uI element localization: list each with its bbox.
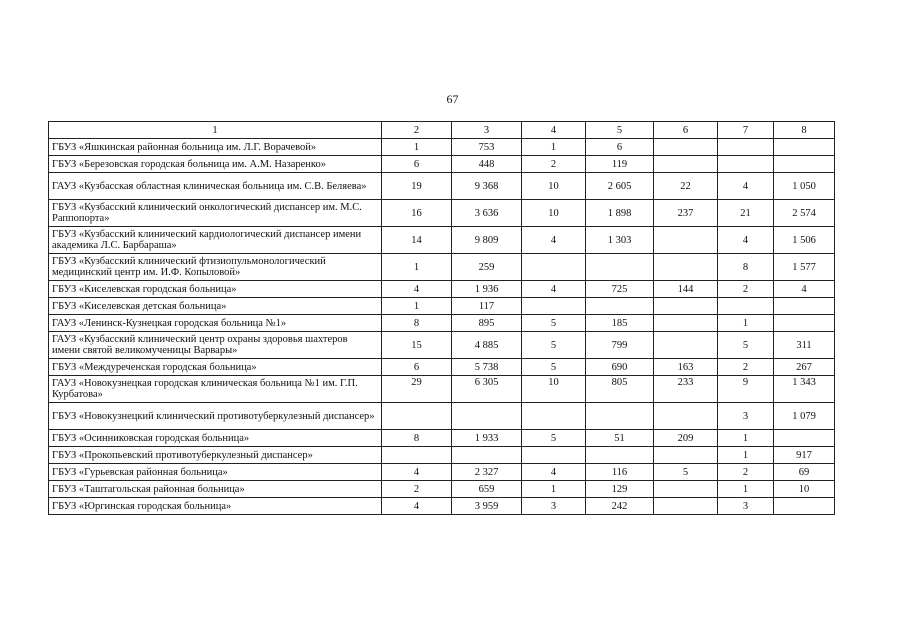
value-cell: 659: [452, 481, 522, 498]
value-cell: [586, 254, 654, 281]
value-cell: [654, 156, 718, 173]
value-cell: 9 809: [452, 227, 522, 254]
value-cell: 4: [522, 227, 586, 254]
value-cell: 1 577: [774, 254, 835, 281]
value-cell: 22: [654, 173, 718, 200]
value-cell: 10: [522, 173, 586, 200]
value-cell: 1 050: [774, 173, 835, 200]
value-cell: 4: [522, 281, 586, 298]
value-cell: 1 898: [586, 200, 654, 227]
value-cell: 1 506: [774, 227, 835, 254]
column-header: 5: [586, 122, 654, 139]
table-row: [49, 156, 835, 173]
value-cell: 116: [586, 464, 654, 481]
table-row: [49, 464, 835, 481]
value-cell: [774, 298, 835, 315]
value-cell: [586, 447, 654, 464]
value-cell: 5: [522, 315, 586, 332]
value-cell: 51: [586, 430, 654, 447]
value-cell: 2 327: [452, 464, 522, 481]
table-row: [49, 332, 835, 359]
value-cell: 3 959: [452, 498, 522, 515]
value-cell: [654, 315, 718, 332]
column-header: 1: [49, 122, 382, 139]
value-cell: 4 885: [452, 332, 522, 359]
value-cell: 16: [382, 200, 452, 227]
value-cell: 2: [382, 481, 452, 498]
value-cell: 3: [718, 403, 774, 430]
value-cell: 6: [382, 359, 452, 376]
value-cell: [774, 430, 835, 447]
value-cell: [654, 403, 718, 430]
value-cell: 805: [586, 376, 654, 403]
value-cell: 5 738: [452, 359, 522, 376]
value-cell: [522, 298, 586, 315]
value-cell: [586, 403, 654, 430]
column-header: 7: [718, 122, 774, 139]
table-row: [49, 200, 835, 227]
value-cell: 2 605: [586, 173, 654, 200]
value-cell: 895: [452, 315, 522, 332]
value-cell: [522, 403, 586, 430]
hospital-name-cell: ГБУЗ «Междуреченская городская больница»: [49, 359, 382, 376]
value-cell: 4: [718, 173, 774, 200]
value-cell: 311: [774, 332, 835, 359]
value-cell: 1: [522, 139, 586, 156]
value-cell: 6: [382, 156, 452, 173]
value-cell: 2: [718, 464, 774, 481]
table-row: [49, 403, 835, 430]
column-header: 6: [654, 122, 718, 139]
table-row: [49, 281, 835, 298]
value-cell: 5: [654, 464, 718, 481]
value-cell: 10: [522, 376, 586, 403]
value-cell: 1 079: [774, 403, 835, 430]
table-row: [49, 359, 835, 376]
table-row: [49, 498, 835, 515]
value-cell: 6 305: [452, 376, 522, 403]
page-number: 67: [446, 92, 459, 106]
value-cell: 4: [382, 464, 452, 481]
value-cell: 4: [774, 281, 835, 298]
hospital-name-cell: ГБУЗ «Яшкинская районная больница им. Л.Г. Ворачевой»: [49, 139, 382, 156]
table-row: [49, 447, 835, 464]
hospital-name-cell: ГБУЗ «Юргинская городская больница»: [49, 498, 382, 515]
value-cell: [586, 298, 654, 315]
hospital-name-cell: ГБУЗ «Прокопьевский противотуберкулезный диспансер»: [49, 447, 382, 464]
value-cell: 1 343: [774, 376, 835, 403]
table-row: [49, 315, 835, 332]
value-cell: 2 574: [774, 200, 835, 227]
value-cell: 242: [586, 498, 654, 515]
value-cell: [654, 139, 718, 156]
value-cell: [654, 332, 718, 359]
value-cell: 1: [718, 315, 774, 332]
value-cell: 237: [654, 200, 718, 227]
value-cell: 1: [718, 430, 774, 447]
value-cell: [774, 156, 835, 173]
value-cell: 185: [586, 315, 654, 332]
value-cell: 10: [522, 200, 586, 227]
value-cell: 753: [452, 139, 522, 156]
value-cell: 3: [522, 498, 586, 515]
value-cell: 267: [774, 359, 835, 376]
value-cell: 9: [718, 376, 774, 403]
value-cell: [718, 298, 774, 315]
value-cell: 6: [586, 139, 654, 156]
value-cell: [718, 156, 774, 173]
column-header: 8: [774, 122, 835, 139]
hospital-name-cell: ГБУЗ «Киселевская городская больница»: [49, 281, 382, 298]
value-cell: 5: [522, 332, 586, 359]
value-cell: [654, 498, 718, 515]
value-cell: 3: [718, 498, 774, 515]
value-cell: 917: [774, 447, 835, 464]
value-cell: 5: [522, 430, 586, 447]
value-cell: 144: [654, 281, 718, 298]
value-cell: [718, 139, 774, 156]
value-cell: 233: [654, 376, 718, 403]
table-row: [49, 227, 835, 254]
hospital-name-cell: ГБУЗ «Киселевская детская больница»: [49, 298, 382, 315]
table-row: [49, 298, 835, 315]
value-cell: 4: [718, 227, 774, 254]
data-table: [48, 121, 835, 515]
value-cell: [654, 227, 718, 254]
value-cell: [654, 298, 718, 315]
table-row: [49, 481, 835, 498]
hospital-name-cell: ГБУЗ «Березовская городская больница им. А.М. Назаренко»: [49, 156, 382, 173]
value-cell: 1: [382, 139, 452, 156]
hospital-name-cell: ГБУЗ «Новокузнецкий клинический противотуберкулезный диспансер»: [49, 403, 382, 430]
value-cell: 15: [382, 332, 452, 359]
value-cell: 448: [452, 156, 522, 173]
table-row: [49, 139, 835, 156]
value-cell: 2: [718, 281, 774, 298]
hospital-name-cell: ГБУЗ «Осинниковская городская больница»: [49, 430, 382, 447]
value-cell: 1 936: [452, 281, 522, 298]
hospital-name-cell: ГБУЗ «Таштагольская районная больница»: [49, 481, 382, 498]
value-cell: [654, 481, 718, 498]
value-cell: [452, 403, 522, 430]
value-cell: [774, 139, 835, 156]
value-cell: 690: [586, 359, 654, 376]
value-cell: 4: [382, 281, 452, 298]
hospital-name-cell: ГАУЗ «Кузбасская областная клиническая больница им. С.В. Беляева»: [49, 173, 382, 200]
value-cell: [452, 447, 522, 464]
hospital-name-cell: ГАУЗ «Новокузнецкая городская клиническая больница №1 им. Г.П. Курбатова»: [49, 376, 382, 403]
value-cell: [382, 447, 452, 464]
value-cell: 2: [718, 359, 774, 376]
value-cell: 2: [522, 156, 586, 173]
value-cell: 4: [382, 498, 452, 515]
value-cell: 14: [382, 227, 452, 254]
value-cell: [522, 447, 586, 464]
table-row: [49, 430, 835, 447]
value-cell: 799: [586, 332, 654, 359]
hospital-name-cell: ГБУЗ «Кузбасский клинический фтизиопульмонологический медицинский центр им. И.Ф. Копыловой»: [49, 254, 382, 281]
hospital-name-cell: ГБУЗ «Гурьевская районная больница»: [49, 464, 382, 481]
table-row: [49, 173, 835, 200]
value-cell: 1: [718, 447, 774, 464]
value-cell: 4: [522, 464, 586, 481]
value-cell: 129: [586, 481, 654, 498]
value-cell: 10: [774, 481, 835, 498]
table-row: [49, 254, 835, 281]
value-cell: 5: [718, 332, 774, 359]
value-cell: 209: [654, 430, 718, 447]
column-header: 2: [382, 122, 452, 139]
value-cell: [382, 403, 452, 430]
value-cell: 119: [586, 156, 654, 173]
hospital-name-cell: ГБУЗ «Кузбасский клинический онкологический диспансер им. М.С. Раппопорта»: [49, 200, 382, 227]
value-cell: 5: [522, 359, 586, 376]
value-cell: 163: [654, 359, 718, 376]
column-header: 3: [452, 122, 522, 139]
value-cell: 1: [382, 298, 452, 315]
hospital-name-cell: ГАУЗ «Кузбасский клинический центр охраны здоровья шахтеров имени святой великомученицы Варвары»: [49, 332, 382, 359]
value-cell: [774, 498, 835, 515]
value-cell: 725: [586, 281, 654, 298]
value-cell: 8: [382, 315, 452, 332]
column-header: 4: [522, 122, 586, 139]
value-cell: 69: [774, 464, 835, 481]
value-cell: 1: [382, 254, 452, 281]
value-cell: 8: [718, 254, 774, 281]
table-header-row: [49, 122, 835, 139]
value-cell: 19: [382, 173, 452, 200]
value-cell: 117: [452, 298, 522, 315]
value-cell: 3 636: [452, 200, 522, 227]
value-cell: 9 368: [452, 173, 522, 200]
value-cell: 29: [382, 376, 452, 403]
value-cell: 1: [522, 481, 586, 498]
value-cell: 8: [382, 430, 452, 447]
table-row: [49, 376, 835, 403]
value-cell: 1 933: [452, 430, 522, 447]
value-cell: 21: [718, 200, 774, 227]
hospital-name-cell: ГБУЗ «Кузбасский клинический кардиологический диспансер имени академика Л.С. Барбараша»: [49, 227, 382, 254]
value-cell: [654, 254, 718, 281]
value-cell: 1: [718, 481, 774, 498]
value-cell: 1 303: [586, 227, 654, 254]
value-cell: [522, 254, 586, 281]
value-cell: 259: [452, 254, 522, 281]
hospital-name-cell: ГАУЗ «Ленинск-Кузнецкая городская больница №1»: [49, 315, 382, 332]
value-cell: [654, 447, 718, 464]
value-cell: [774, 315, 835, 332]
